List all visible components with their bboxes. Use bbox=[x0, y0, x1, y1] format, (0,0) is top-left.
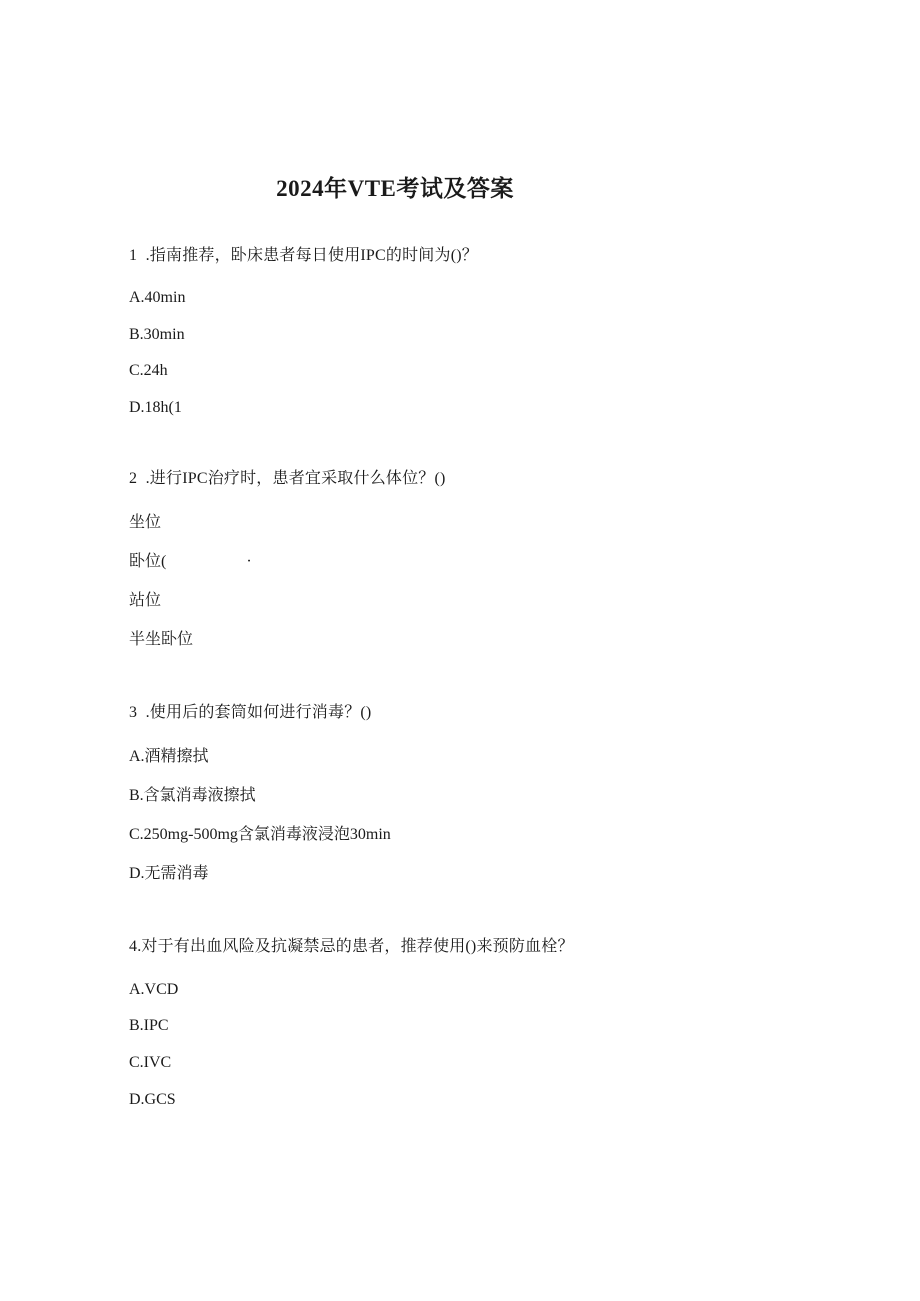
question-4-option-c: C.IVC bbox=[129, 1054, 172, 1071]
question-2-stem: 2 .进行IPC治疗时，患者宜采取什么体位？() bbox=[129, 470, 446, 487]
question-1-option-d: D.18h(1 bbox=[129, 399, 182, 416]
question-2-option-2: 卧位( · bbox=[129, 553, 252, 570]
question-2-option-3: 站位 bbox=[129, 592, 162, 609]
question-3-option-c: C.250mg-500mg含氯消毒液浸泡30min bbox=[129, 826, 391, 843]
question-3-option-d: D.无需消毒 bbox=[129, 865, 209, 882]
question-4-option-d: D.GCS bbox=[129, 1091, 176, 1108]
question-4-option-a: A.VCD bbox=[129, 981, 179, 998]
question-3-option-b: B.含氯消毒液擦拭 bbox=[129, 787, 256, 804]
question-1-option-c: C.24h bbox=[129, 362, 168, 379]
question-1-option-b: B.30min bbox=[129, 326, 185, 343]
document-title: 2024年VTE考试及答案 bbox=[276, 176, 514, 201]
question-1-option-a: A.40min bbox=[129, 289, 186, 306]
question-1-stem: 1 .指南推荐，卧床患者每日使用IPC的时间为()？ bbox=[129, 247, 478, 264]
question-2-option-1: 坐位 bbox=[129, 514, 162, 531]
question-3-stem: 3 .使用后的套筒如何进行消毒？() bbox=[129, 704, 372, 721]
question-4-option-b: B.IPC bbox=[129, 1017, 169, 1034]
question-3-option-a: A.酒精擦拭 bbox=[129, 748, 209, 765]
question-4-stem: 4.对于有出血风险及抗凝禁忌的患者，推荐使用()来预防血栓？ bbox=[129, 938, 574, 955]
question-2-option-4: 半坐卧位 bbox=[129, 631, 194, 648]
